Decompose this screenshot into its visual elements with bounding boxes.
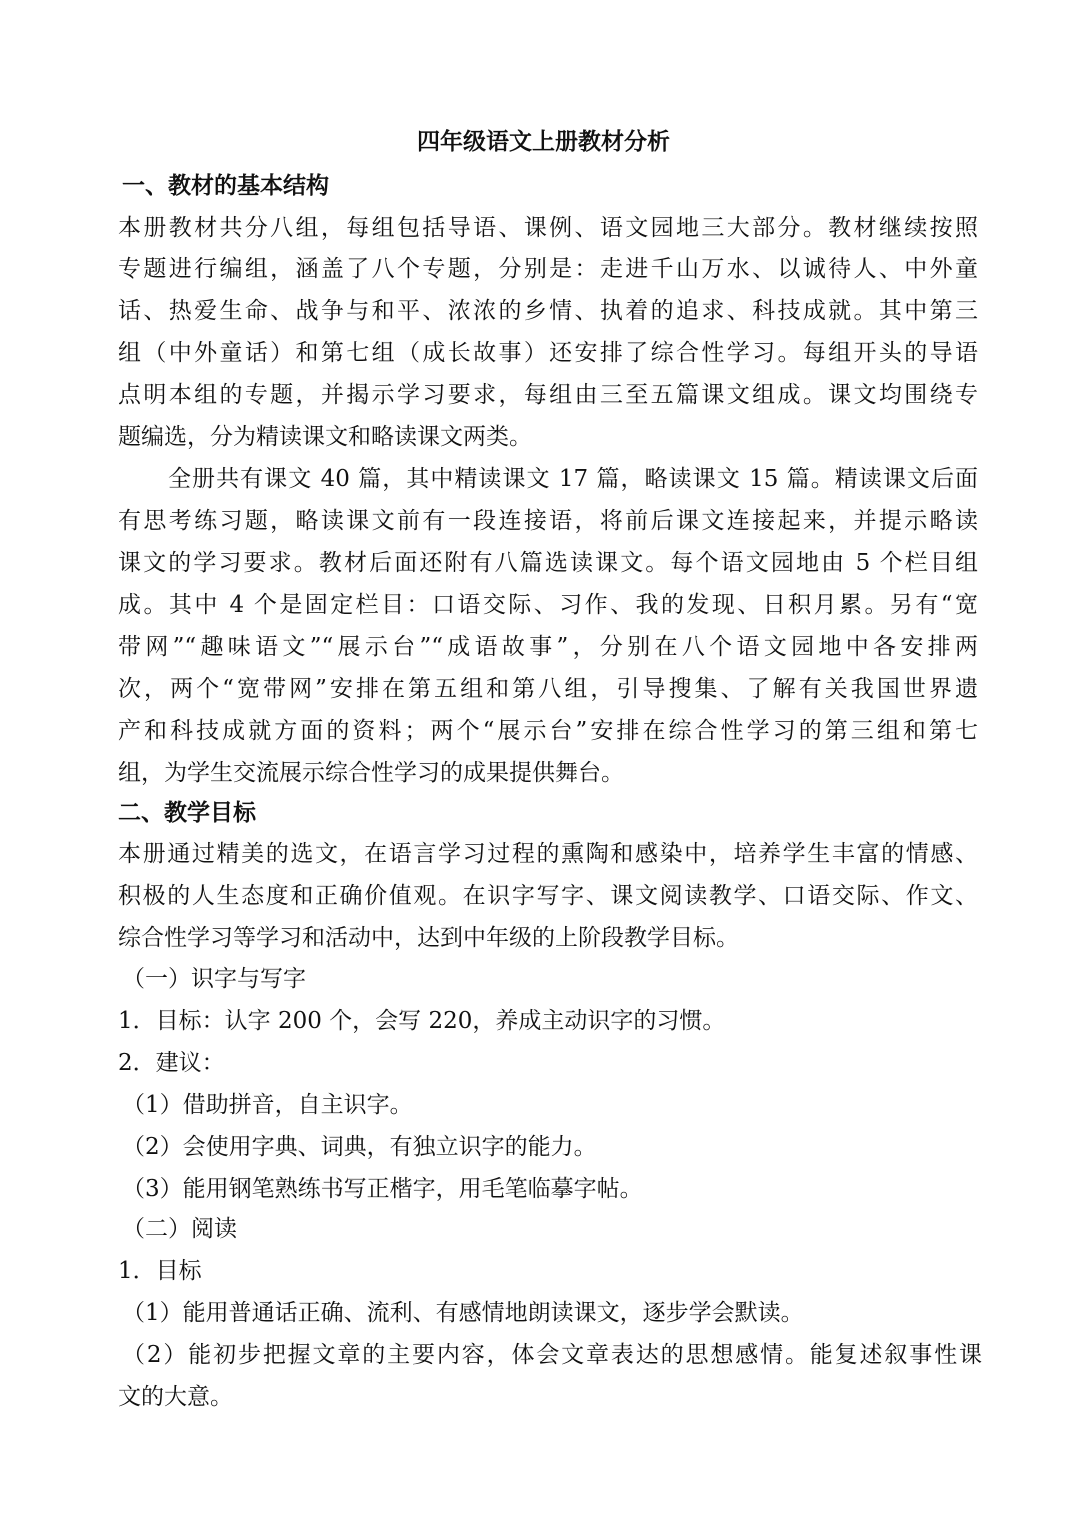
subsection-heading: （一）识字与写字 xyxy=(122,966,306,992)
list-item: 1．目标：认字 200 个，会写 220，养成主动识字的习惯。 xyxy=(118,1008,726,1034)
list-item: 1．目标 xyxy=(118,1258,202,1284)
paragraph-line: 本册通过精美的选文，在语言学习过程的熏陶和感染中，培养学生丰富的情感、 xyxy=(118,841,978,867)
paragraph-line: 次，两个“宽带网”安排在第五组和第八组，引导搜集、了解有关我国世界遗 xyxy=(118,676,978,702)
paragraph-line: 产和科技成就方面的资料；两个“展示台”安排在综合性学习的第三组和第七 xyxy=(118,718,978,744)
list-item: （1）能用普通话正确、流利、有感情地朗读课文，逐步学会默读。 xyxy=(122,1300,804,1326)
paragraph-line: 点明本组的专题，并揭示学习要求，每组由三至五篇课文组成。课文均围绕专 xyxy=(118,382,978,408)
list-item: （3）能用钢笔熟练书写正楷字，用毛笔临摹字帖。 xyxy=(122,1176,643,1202)
document-title: 四年级语文上册教材分析 xyxy=(417,128,670,155)
paragraph-line: 课文的学习要求。教材后面还附有八篇选读课文。每个语文园地由 5 个栏目组 xyxy=(118,550,978,576)
paragraph-line: 组，为学生交流展示综合性学习的成果提供舞台。 xyxy=(118,760,624,786)
paragraph-line: 本册教材共分八组，每组包括导语、课例、语文园地三大部分。教材继续按照 xyxy=(118,215,978,241)
section-heading-structure: 一、教材的基本结构 xyxy=(122,172,329,199)
paragraph-line: 有思考练习题，略读课文前有一段连接语，将前后课文连接起来，并提示略读 xyxy=(118,508,978,534)
paragraph-line: 带网”“趣味语文”“展示台”“成语故事”，分别在八个语文园地中各安排两 xyxy=(118,634,978,660)
list-item: 2．建议： xyxy=(118,1050,225,1076)
paragraph-line: 积极的人生态度和正确价值观。在识字写字、课文阅读教学、口语交际、作文、 xyxy=(118,883,978,909)
paragraph-line: 组（中外童话）和第七组（成长故事）还安排了综合性学习。每组开头的导语 xyxy=(118,340,978,366)
list-item: （2）能初步把握文章的主要内容，体会文章表达的思想感情。能复述叙事性课 xyxy=(122,1342,982,1368)
paragraph-line: 全册共有课文 40 篇，其中精读课文 17 篇，略读课文 15 篇。精读课文后面 xyxy=(168,466,978,492)
paragraph-line: 专题进行编组，涵盖了八个专题，分别是：走进千山万水、以诚待人、中外童 xyxy=(118,256,978,282)
list-item: （2）会使用字典、词典，有独立识字的能力。 xyxy=(122,1134,597,1160)
subsection-heading: （二）阅读 xyxy=(122,1216,237,1242)
section-heading-goals: 二、教学目标 xyxy=(118,799,256,826)
paragraph-line: 题编选，分为精读课文和略读课文两类。 xyxy=(118,424,532,450)
paragraph-line: 综合性学习等学习和活动中，达到中年级的上阶段教学目标。 xyxy=(118,925,739,951)
list-item: （1）借助拼音，自主识字。 xyxy=(122,1092,413,1118)
paragraph-line: 话、热爱生命、战争与和平、浓浓的乡情、执着的追求、科技成就。其中第三 xyxy=(118,298,978,324)
paragraph-line: 成。其中 4 个是固定栏目：口语交际、习作、我的发现、日积月累。另有“宽 xyxy=(118,592,978,618)
list-item: 文的大意。 xyxy=(118,1384,233,1410)
